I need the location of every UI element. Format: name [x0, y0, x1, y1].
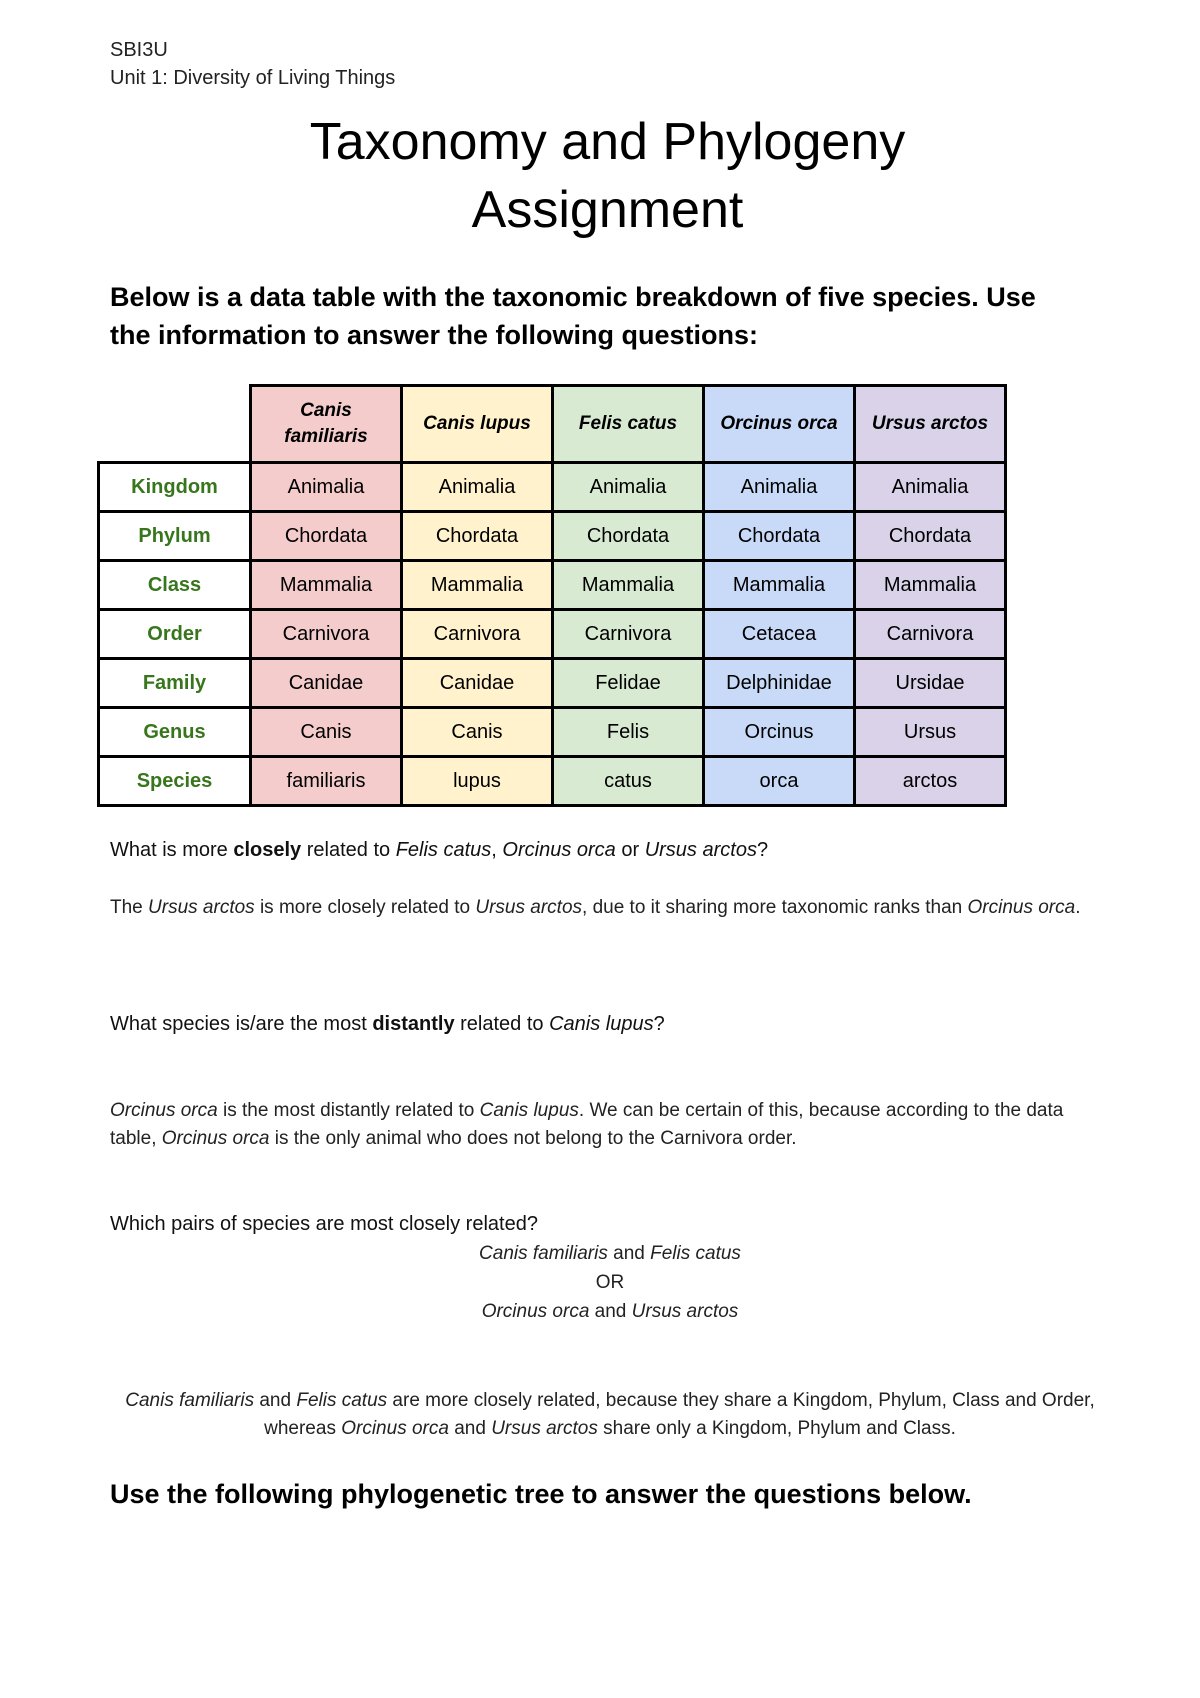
table-cell: Mammalia [402, 561, 553, 610]
table-cell: Mammalia [553, 561, 704, 610]
rank-label: Class [99, 561, 251, 610]
table-cell: Chordata [402, 512, 553, 561]
table-cell: arctos [855, 757, 1006, 806]
table-cell: Chordata [704, 512, 855, 561]
table-cell: Canidae [251, 659, 402, 708]
table-cell: Animalia [251, 463, 402, 512]
option-1: Canis familiaris and Felis catus [479, 1243, 741, 1264]
column-header: Ursus arctos [855, 386, 1006, 463]
table-cell: Canidae [402, 659, 553, 708]
table-cell: Chordata [855, 512, 1006, 561]
table-corner-cell [99, 386, 251, 463]
table-row [99, 708, 1006, 757]
table-cell: orca [704, 757, 855, 806]
answer-2: Orcinus orca is the most distantly related to Canis lupus. We can be certain of this, because according to the data table, Orcinus orca is the only animal who does not belong to the Carnivora order. [110, 1100, 1064, 1149]
closing-instruction: Use the following phylogenetic tree to answer the questions below. [110, 1479, 972, 1509]
table-header-row [99, 386, 1006, 463]
course-code: SBI3U [110, 39, 168, 61]
question-2: What species is/are the most distantly related to Canis lupus? [110, 1013, 665, 1035]
table-cell: catus [553, 757, 704, 806]
table-row [99, 610, 1006, 659]
question-1: What is more closely related to Felis catus, Orcinus orca or Ursus arctos? [110, 839, 769, 861]
answer-1: The Ursus arctos is more closely related to Ursus arctos, due to it sharing more taxonomic ranks than Orcinus orca. [110, 897, 1081, 918]
column-header: Canis lupus [402, 386, 553, 463]
option-2: Orcinus orca and Ursus arctos [481, 1301, 739, 1322]
intro-line-1: Below is a data table with the taxonomic breakdown of five species. Use [110, 282, 1036, 312]
table-cell: familiaris [251, 757, 402, 806]
option-or: OR [595, 1272, 625, 1293]
table-cell: Animalia [402, 463, 553, 512]
column-header: Orcinus orca [704, 386, 855, 463]
taxonomy-table [97, 384, 1007, 807]
table-cell: Cetacea [704, 610, 855, 659]
column-header: Felis catus [553, 386, 704, 463]
rank-label: Family [99, 659, 251, 708]
table-cell: Orcinus [704, 708, 855, 757]
question-3: Which pairs of species are most closely related? [110, 1213, 538, 1235]
table-row [99, 659, 1006, 708]
table-cell: Canis [251, 708, 402, 757]
table-cell: Animalia [553, 463, 704, 512]
table-cell: Delphinidae [704, 659, 855, 708]
table-cell: Canis [402, 708, 553, 757]
table-cell: Ursidae [855, 659, 1006, 708]
intro-line-2: the information to answer the following questions: [110, 320, 758, 350]
table-cell: Mammalia [855, 561, 1006, 610]
table-cell: Felidae [553, 659, 704, 708]
table-row [99, 757, 1006, 806]
table-cell: Carnivora [402, 610, 553, 659]
table-cell: Chordata [251, 512, 402, 561]
table-cell: Felis [553, 708, 704, 757]
rank-label: Genus [99, 708, 251, 757]
table-cell: Mammalia [704, 561, 855, 610]
table-cell: Mammalia [251, 561, 402, 610]
rank-label: Kingdom [99, 463, 251, 512]
table-row [99, 512, 1006, 561]
table-cell: Chordata [553, 512, 704, 561]
rank-label: Species [99, 757, 251, 806]
table-row [99, 561, 1006, 610]
table-cell: Animalia [704, 463, 855, 512]
table-cell: lupus [402, 757, 553, 806]
rank-label: Phylum [99, 512, 251, 561]
table-cell: Animalia [855, 463, 1006, 512]
unit-title: Unit 1: Diversity of Living Things [110, 67, 396, 89]
rank-label: Order [99, 610, 251, 659]
title-line-1: Taxonomy and Phylogeny [309, 113, 906, 171]
title-line-2: Assignment [471, 181, 744, 239]
table-row [99, 463, 1006, 512]
column-header: Canis familiaris [251, 386, 402, 463]
table-cell: Carnivora [251, 610, 402, 659]
table-cell: Ursus [855, 708, 1006, 757]
table-cell: Carnivora [855, 610, 1006, 659]
table-cell: Carnivora [553, 610, 704, 659]
answer-3: Canis familiaris and Felis catus are more closely related, because they share a Kingdom, Phylum, Class and Order, whereas Orcinus orca and Ursus arctos share only a Kingdom, Phylum and Class. [125, 1390, 1095, 1439]
